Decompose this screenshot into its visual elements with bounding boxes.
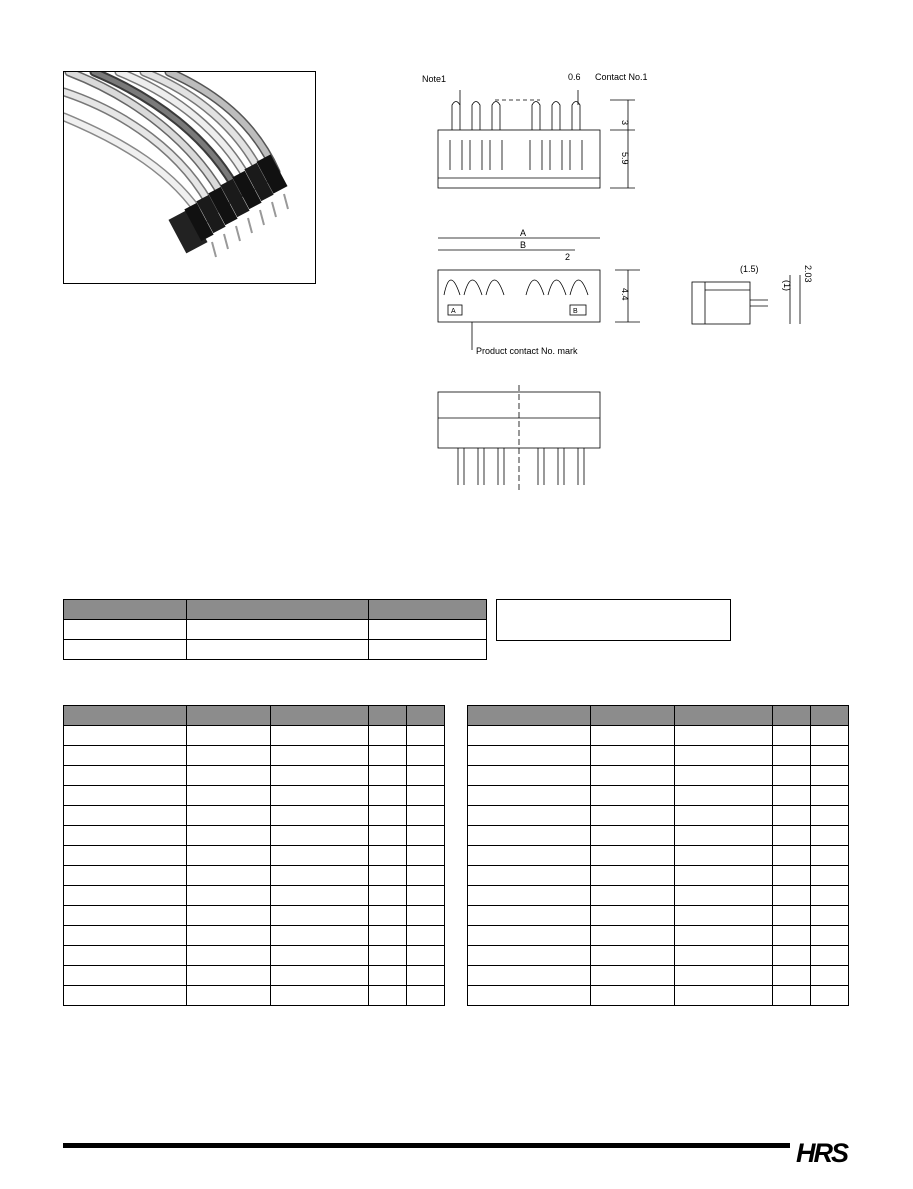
table-row xyxy=(64,746,445,766)
table-row xyxy=(64,866,445,886)
mark-a-label: A xyxy=(451,308,456,315)
table-row xyxy=(468,826,849,846)
dimension-drawing xyxy=(400,60,830,500)
table-header-row xyxy=(468,706,849,726)
footer-rule xyxy=(63,1143,790,1148)
dim-a-label: A xyxy=(520,228,527,238)
table-row xyxy=(64,826,445,846)
note-box xyxy=(496,599,731,641)
left-table xyxy=(63,705,445,1006)
table-row xyxy=(64,926,445,946)
table-row xyxy=(468,726,849,746)
product-contact-mark-label: Product contact No. mark xyxy=(476,346,578,356)
dim-1-5-label: (1.5) xyxy=(740,264,759,274)
table-row xyxy=(468,746,849,766)
dim-2-label: 2 xyxy=(565,252,571,262)
hrs-logo: HRS xyxy=(796,1138,848,1168)
table-row xyxy=(64,906,445,926)
table-row xyxy=(468,866,849,886)
table-row xyxy=(468,946,849,966)
note1-label: Note1 xyxy=(422,74,447,84)
table-row xyxy=(64,846,445,866)
dim-3-label: 3 xyxy=(620,120,630,126)
dim-1-label: (1) xyxy=(782,280,792,291)
table-row xyxy=(64,986,445,1006)
dim-b-label: B xyxy=(520,240,527,250)
dim-2-03-label: 2.03 xyxy=(803,265,813,283)
table-row xyxy=(64,806,445,826)
table-row xyxy=(64,966,445,986)
table-row xyxy=(468,806,849,826)
table-row xyxy=(64,726,445,746)
product-photo xyxy=(63,71,316,284)
table-header-row xyxy=(64,706,445,726)
dim-5-9-label: 5.9 xyxy=(620,152,630,165)
connector-cable-image xyxy=(64,72,316,284)
table-row xyxy=(468,966,849,986)
table-row xyxy=(64,786,445,806)
right-table xyxy=(467,705,849,1006)
table-row xyxy=(468,886,849,906)
top-table xyxy=(63,599,487,660)
contact-no1-label: Contact No.1 xyxy=(595,72,648,82)
table-row xyxy=(468,926,849,946)
table-header-row xyxy=(64,600,487,620)
dim-4-4-label: 4.4 xyxy=(620,288,630,301)
table-row xyxy=(64,886,445,906)
table-row xyxy=(468,786,849,806)
pitch-label: 0.6 xyxy=(568,72,581,82)
table-row xyxy=(468,846,849,866)
table-row xyxy=(64,620,487,640)
mark-b-label: B xyxy=(573,308,578,315)
table-row xyxy=(468,766,849,786)
table-row xyxy=(64,766,445,786)
table-row xyxy=(468,986,849,1006)
table-row xyxy=(64,640,487,660)
table-row xyxy=(468,906,849,926)
table-row xyxy=(64,946,445,966)
